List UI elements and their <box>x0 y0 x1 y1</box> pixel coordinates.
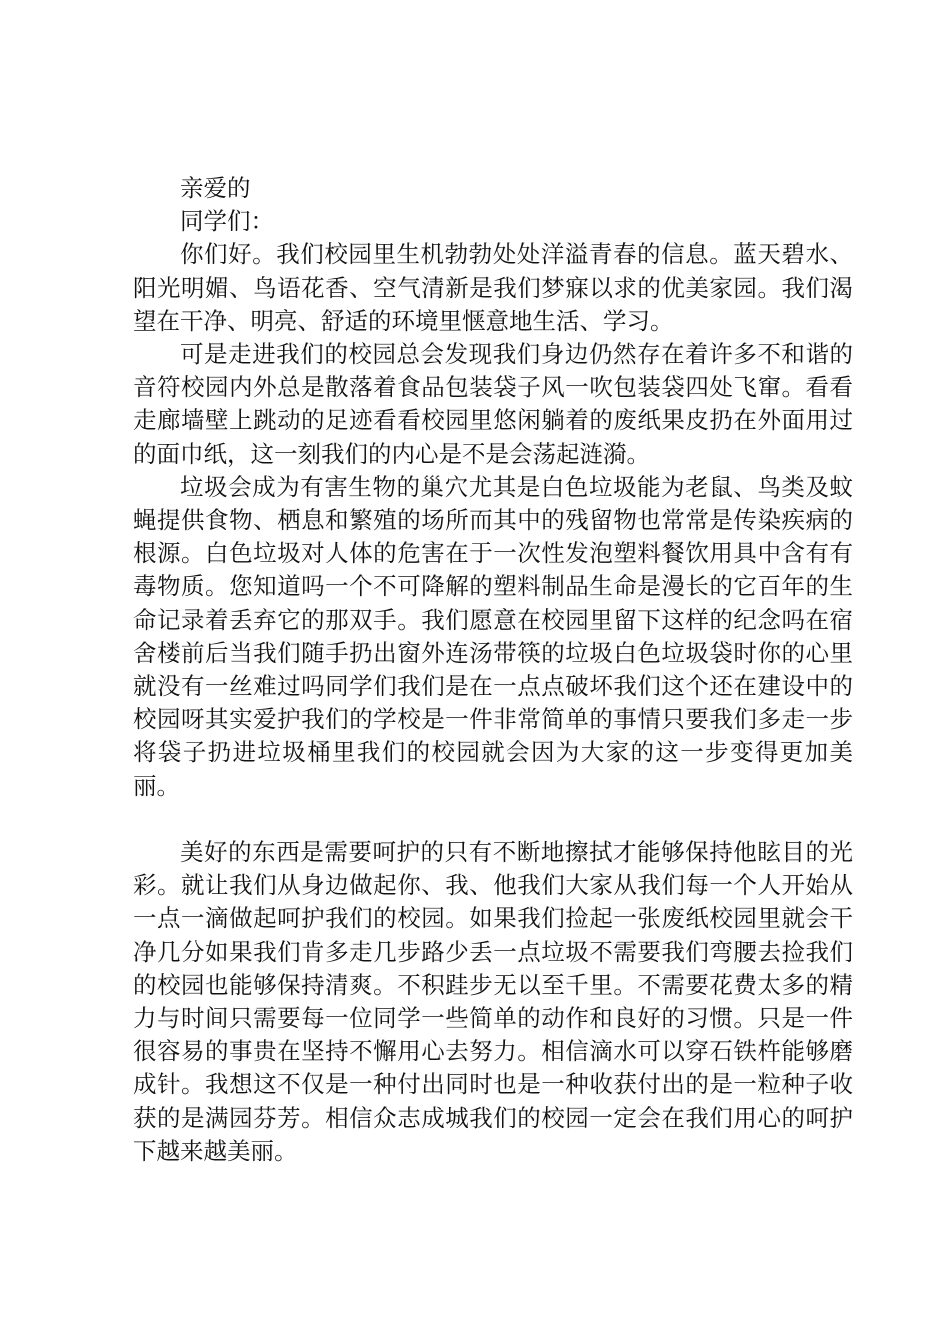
paragraph-harm: 垃圾会成为有害生物的巢穴尤其是白色垃圾能为老鼠、鸟类及蚊蝇提供食物、栖息和繁殖的场所而其中的残留物也常常是传染疾病的根源。白色垃圾对人体的危害在于一次性发泡塑料餐饮用具中含有有毒物质。您知道吗一个不可降解的塑料制品生命是漫长的它百年的生命记录着丢弃它的那双手。我们愿意在校园里留下这样的纪念吗在宿舍楼前后当我们随手扔出窗外连汤带筷的垃圾白色垃圾袋时你的心里就没有一丝难过吗同学们我们是在一点点破坏我们这个还在建设中的校园呀其实爱护我们的学校是一件非常简单的事情只要我们多走一步将袋子扔进垃圾桶里我们的校园就会因为大家的这一步变得更加美丽。 <box>133 472 853 800</box>
document-body <box>133 172 853 1168</box>
paragraph-problem: 可是走进我们的校园总会发现我们身边仍然存在着许多不和谐的音符校园内外总是散落着食品包装袋子风一吹包装袋四处飞窜。看看走廊墙壁上跳动的足迹看看校园里悠闲躺着的废纸果皮扔在外面用过的面巾纸，这一刻我们的内心是不是会荡起涟漪。 <box>133 340 853 468</box>
paragraph-greeting: 你们好。我们校园里生机勃勃处处洋溢青春的信息。蓝天碧水、阳光明媚、鸟语花香、空气清新是我们梦寐以求的优美家园。我们渴望在干净、明亮、舒适的环境里惬意地生活、学习。 <box>133 240 853 335</box>
salutation-line-1: 亲爱的 <box>180 174 251 202</box>
salutation-line-2: 同学们： <box>180 207 274 236</box>
paragraph-call-to-action: 美好的东西是需要呵护的只有不断地擦拭才能够保持他眩目的光彩。就让我们从身边做起你、我、他我们大家从我们每一个人开始从一点一滴做起呵护我们的校园。如果我们捡起一张废纸校园里就会干净几分如果我们肯多走几步路少丢一点垃圾不需要我们弯腰去捡我们的校园也能够保持清爽。不积跬步无以至千里。不需要花费太多的精力与时间只需要每一位同学一些简单的动作和良好的习惯。只是一件很容易的事贵在坚持不懈用心去努力。相信滴水可以穿石铁杵能够磨成针。我想这不仅是一种付出同时也是一种收获付出的是一粒种子收获的是满园芬芳。相信众志成城我们的校园一定会在我们用心的呵护下越来越美丽。 <box>133 838 853 1165</box>
